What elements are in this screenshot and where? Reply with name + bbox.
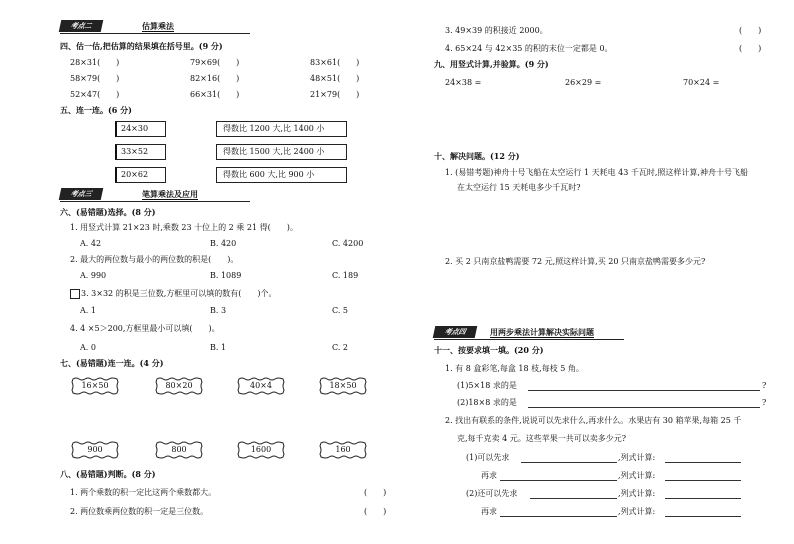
card-label: 900 xyxy=(87,445,103,454)
choice-option[interactable]: C. 2 xyxy=(332,343,349,352)
question-10-heading: 十、解决问题。(12 分) xyxy=(434,151,520,161)
question-6-heading: 六、(易错题)选择。(8 分) xyxy=(60,207,156,217)
fill-label: (1)可以先求 xyxy=(466,453,510,462)
choice-option[interactable]: A. 990 xyxy=(80,271,107,280)
match-right-box[interactable]: 得数比 1500 大,比 2400 小 xyxy=(216,144,347,160)
choice-option[interactable]: B. 420 xyxy=(210,239,237,248)
choice-question: 3. 3×32 的积是三位数,方框里可以填的数有( )个。 xyxy=(70,289,276,299)
answer-line[interactable] xyxy=(521,462,617,463)
choice-question: 1. 用竖式计算 21×23 时,乘数 23 十位上的 2 乘 21 得( )。 xyxy=(70,223,298,232)
fill-label: 再求 xyxy=(481,507,497,516)
card-label: 16×50 xyxy=(81,381,109,390)
question-mark: ? xyxy=(762,381,767,390)
estimate-item[interactable]: 58×79( ) xyxy=(70,74,120,83)
match-left-box[interactable]: 24×30 xyxy=(115,121,166,137)
choice-option[interactable]: C. 189 xyxy=(332,271,359,280)
judge-item: 1. 两个乘数的积一定比这两个乘数都大。 xyxy=(70,488,217,497)
card-label: 1600 xyxy=(250,445,272,454)
calc-item: 26×29 = xyxy=(565,78,602,87)
choice-option[interactable]: A. 42 xyxy=(80,239,102,248)
divider xyxy=(434,339,624,340)
problem-text: 1. 有 8 盒彩笔,每盒 18 枝,每枝 5 角。 xyxy=(445,364,584,373)
fill-label: ,列式计算: xyxy=(618,453,656,462)
choice-option[interactable]: C. 5 xyxy=(332,306,349,315)
estimate-item[interactable]: 52×47( ) xyxy=(70,90,120,99)
choice-option[interactable]: B. 1 xyxy=(210,343,227,352)
estimate-item[interactable]: 48×51( ) xyxy=(310,74,360,83)
judge-paren[interactable]: ( ) xyxy=(364,507,387,516)
problem-text: 2. 买 2 只南京盐鸭需要 72 元,照这样计算,买 20 只南京盐鸭需要多少元? xyxy=(445,257,706,266)
question-4-heading: 四、估一估,把估算的结果填在括号里。(9 分) xyxy=(60,41,223,51)
section-title: 估算乘法 xyxy=(142,21,174,31)
divider xyxy=(60,33,250,34)
question-11-heading: 十一、按要求填一填。(20 分) xyxy=(434,345,544,355)
problem-text: 在太空运行 15 天耗电多少千瓦时? xyxy=(457,183,581,192)
choice-question: 2. 最大的两位数与最小的两位数的积是( )。 xyxy=(70,255,239,264)
section-badge: 考点三 xyxy=(59,188,104,200)
problem-text: 1. (易错考题)神舟十号飞船在太空运行 1 天耗电 43 千瓦时,照这样计算,神舟十号飞船 xyxy=(445,168,748,177)
divider xyxy=(60,201,250,202)
card-label: 80×20 xyxy=(165,381,193,390)
section-badge: 考点二 xyxy=(59,20,104,32)
choice-option[interactable]: A. 0 xyxy=(80,343,96,352)
problem-text: 2. 找出有联系的条件,说说可以先求什么,再求什么。水果店有 30 箱苹果,每箱 25 千 xyxy=(445,416,742,425)
judge-item: 2. 两位数乘两位数的积一定是三位数。 xyxy=(70,507,209,516)
judge-paren[interactable]: ( ) xyxy=(739,26,762,35)
choice-option[interactable]: B. 1089 xyxy=(210,271,242,280)
estimate-item[interactable]: 28×31( ) xyxy=(70,58,120,67)
match-card[interactable] xyxy=(154,377,204,395)
question-5-heading: 五、连一连。(6 分) xyxy=(60,105,132,115)
answer-line[interactable] xyxy=(665,516,741,517)
estimate-item[interactable]: 21×79( ) xyxy=(310,90,360,99)
section-title: 用两步乘法计算解决实际问题 xyxy=(490,327,594,337)
section-badge: 考点四 xyxy=(433,326,478,338)
match-card[interactable] xyxy=(154,441,204,459)
section-header-two-step xyxy=(434,326,594,338)
estimate-item[interactable]: 66×31( ) xyxy=(190,90,240,99)
estimate-item[interactable]: 83×61( ) xyxy=(310,58,360,67)
fill-label: 再求 xyxy=(481,471,497,480)
estimate-item[interactable]: 79×69( ) xyxy=(190,58,240,67)
question-7-heading: 七、(易错题)连一连。(4 分) xyxy=(60,358,164,368)
answer-line[interactable] xyxy=(665,498,741,499)
match-card[interactable] xyxy=(70,377,120,395)
match-card[interactable] xyxy=(70,441,120,459)
fill-label: (1)5×18 求的是 xyxy=(457,381,517,390)
estimate-item[interactable]: 82×16( ) xyxy=(190,74,240,83)
section-header-written-multiplication xyxy=(60,188,198,200)
answer-line[interactable] xyxy=(500,516,617,517)
choice-option[interactable]: A. 1 xyxy=(80,306,96,315)
blank-box[interactable] xyxy=(70,289,80,299)
question-mark: ? xyxy=(762,398,767,407)
calc-item: 24×38 = xyxy=(445,78,482,87)
answer-line[interactable] xyxy=(665,462,741,463)
fill-label: (2)还可以先求 xyxy=(466,489,518,498)
judge-item: 3. 49×39 的积接近 2000。 xyxy=(445,26,548,35)
card-label: 160 xyxy=(335,445,351,454)
choice-question: 4. 4 ×5＞200,方框里最小可以填( )。 xyxy=(70,324,220,333)
section-header-estimation xyxy=(60,20,174,32)
fill-label: ,列式计算: xyxy=(618,489,656,498)
question-8-heading: 八、(易错题)判断。(8 分) xyxy=(60,469,156,479)
judge-item: 4. 65×24 与 42×35 的积的末位一定都是 0。 xyxy=(445,44,613,53)
card-label: 18×50 xyxy=(329,381,357,390)
fill-label: ,列式计算: xyxy=(618,471,656,480)
match-card[interactable] xyxy=(236,441,286,459)
fill-label: (2)18×8 求的是 xyxy=(457,398,517,407)
match-card[interactable] xyxy=(236,377,286,395)
match-left-box[interactable]: 33×52 xyxy=(115,144,166,160)
answer-line[interactable] xyxy=(530,498,617,499)
answer-line[interactable] xyxy=(500,480,617,481)
match-left-box[interactable]: 20×62 xyxy=(115,167,166,183)
choice-option[interactable]: C. 4200 xyxy=(332,239,364,248)
answer-line[interactable] xyxy=(528,407,760,408)
question-9-heading: 九、用竖式计算,并验算。(9 分) xyxy=(434,59,549,69)
calc-item: 70×24 = xyxy=(683,78,720,87)
fill-label: ,列式计算: xyxy=(618,507,656,516)
choice-option[interactable]: B. 3 xyxy=(210,306,227,315)
judge-paren[interactable]: ( ) xyxy=(739,44,762,53)
card-label: 40×4 xyxy=(250,381,272,390)
match-right-box[interactable]: 得数比 600 大,比 900 小 xyxy=(216,167,347,183)
section-title: 笔算乘法及应用 xyxy=(142,189,198,199)
card-label: 800 xyxy=(171,445,187,454)
match-right-box[interactable]: 得数比 1200 大,比 1400 小 xyxy=(216,121,347,137)
match-card[interactable] xyxy=(318,441,368,459)
match-card[interactable] xyxy=(318,377,368,395)
problem-text: 克,每千克卖 4 元。这些苹果一共可以卖多少元? xyxy=(457,434,627,443)
judge-paren[interactable]: ( ) xyxy=(364,488,387,497)
answer-line[interactable] xyxy=(528,390,760,391)
answer-line[interactable] xyxy=(665,480,741,481)
